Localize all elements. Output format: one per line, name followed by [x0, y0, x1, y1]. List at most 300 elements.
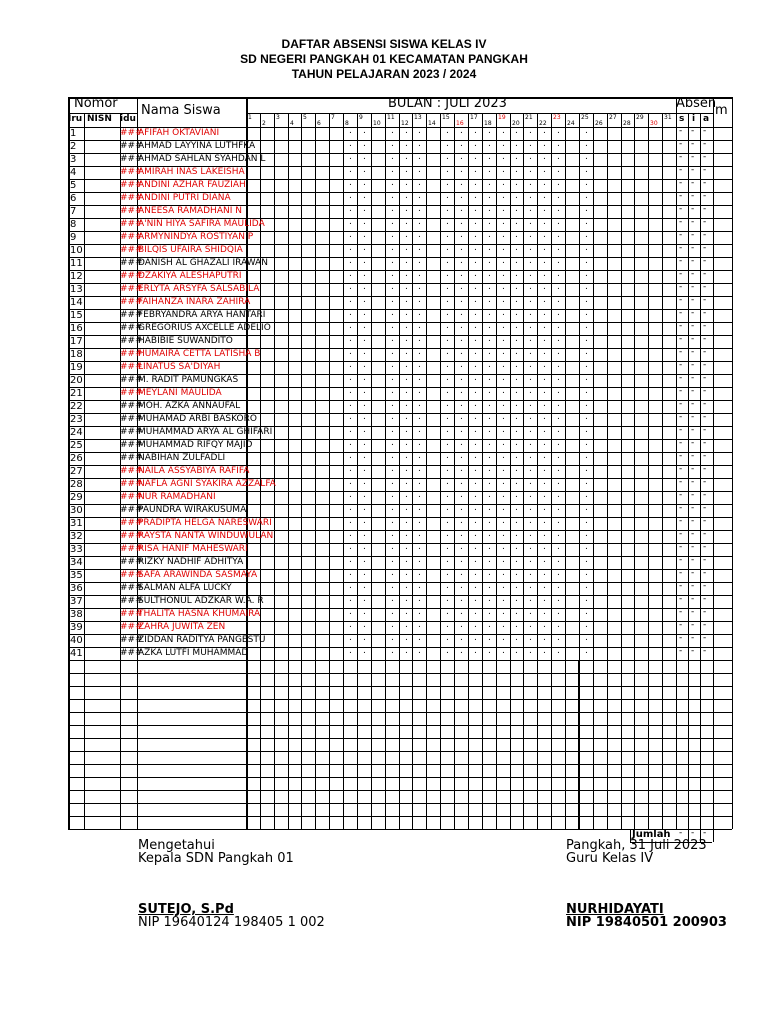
day-mark: .: [529, 204, 532, 214]
day-mark: .: [418, 243, 421, 253]
row-number: 6: [70, 193, 77, 204]
day-mark: .: [474, 620, 477, 630]
day-mark: .: [418, 594, 421, 604]
day-mark: .: [349, 451, 352, 461]
day-mark: .: [502, 308, 505, 318]
day-mark: .: [391, 451, 394, 461]
day-mark: .: [488, 464, 491, 474]
title-line-3: TAHUN PELAJARAN 2023 / 2024: [291, 67, 477, 81]
day-mark: .: [363, 126, 366, 136]
day-mark: .: [391, 334, 394, 344]
day-mark: .: [418, 308, 421, 318]
day-mark: .: [543, 581, 546, 591]
day-mark: .: [529, 451, 532, 461]
day-mark: .: [543, 282, 546, 292]
day-mark: .: [585, 373, 588, 383]
day-mark: .: [474, 243, 477, 253]
col-line-day: [551, 113, 552, 829]
day-mark: .: [474, 503, 477, 513]
day-mark: .: [515, 503, 518, 513]
absen-s-value: -: [679, 542, 683, 552]
day-mark: .: [543, 204, 546, 214]
day-mark: .: [529, 633, 532, 643]
absen-a-value: -: [703, 139, 707, 149]
day-mark: .: [543, 516, 546, 526]
day-mark: .: [515, 269, 518, 279]
absen-s-value: -: [679, 633, 683, 643]
day-mark: .: [585, 399, 588, 409]
row-induk: ###: [120, 401, 143, 411]
day-mark: .: [405, 568, 408, 578]
day-number: 28: [623, 120, 631, 127]
student-name: MUHAMMAD RIFQY MAJID: [138, 440, 253, 450]
row-number: 21: [70, 388, 83, 399]
absen-a-value: -: [703, 646, 707, 656]
day-mark: .: [418, 529, 421, 539]
day-mark: .: [474, 347, 477, 357]
day-mark: .: [529, 568, 532, 578]
day-mark: .: [391, 139, 394, 149]
day-mark: .: [460, 594, 463, 604]
day-mark: .: [557, 282, 560, 292]
day-mark: .: [391, 295, 394, 305]
day-mark: .: [460, 386, 463, 396]
col-line-absen-a: [700, 113, 701, 829]
day-mark: .: [418, 321, 421, 331]
absen-i-value: -: [691, 477, 695, 487]
row-line: [68, 686, 732, 687]
day-mark: .: [585, 633, 588, 643]
absen-i-value: -: [691, 152, 695, 162]
day-mark: .: [349, 334, 352, 344]
day-mark: .: [391, 269, 394, 279]
day-mark: .: [488, 490, 491, 500]
day-mark: .: [349, 308, 352, 318]
row-line: [68, 673, 732, 674]
absen-i-value: -: [691, 620, 695, 630]
day-mark: .: [585, 503, 588, 513]
day-mark: .: [543, 477, 546, 487]
day-mark: .: [557, 620, 560, 630]
day-mark: .: [529, 529, 532, 539]
day-number: 16: [456, 120, 464, 127]
day-mark: .: [557, 178, 560, 188]
day-mark: .: [543, 360, 546, 370]
absen-a-value: -: [703, 321, 707, 331]
absen-a-value: -: [703, 594, 707, 604]
day-mark: .: [585, 360, 588, 370]
row-line: [68, 816, 732, 817]
day-mark: .: [405, 139, 408, 149]
day-mark: .: [502, 178, 505, 188]
col-line-day: [288, 113, 289, 829]
student-name: ANEESA RAMADHANI N: [138, 206, 242, 216]
day-mark: .: [349, 620, 352, 630]
day-mark: .: [418, 516, 421, 526]
row-number: 36: [70, 583, 83, 594]
day-number: 3: [276, 114, 280, 121]
row-induk: ###: [120, 388, 143, 398]
absen-i-value: -: [691, 464, 695, 474]
absen-s-value: -: [679, 282, 683, 292]
day-mark: .: [474, 269, 477, 279]
absen-s-value: -: [679, 230, 683, 240]
day-mark: .: [502, 555, 505, 565]
day-mark: .: [446, 529, 449, 539]
student-name: MEYLANI MAULIDA: [138, 388, 222, 398]
day-mark: .: [529, 217, 532, 227]
day-mark: .: [585, 321, 588, 331]
day-mark: .: [502, 386, 505, 396]
day-mark: .: [405, 555, 408, 565]
absen-s-value: -: [679, 360, 683, 370]
day-mark: .: [446, 126, 449, 136]
row-induk: ###: [120, 492, 143, 502]
day-mark: .: [543, 321, 546, 331]
day-mark: .: [488, 646, 491, 656]
day-mark: .: [543, 555, 546, 565]
day-mark: .: [446, 477, 449, 487]
absen-i-value: -: [691, 178, 695, 188]
day-mark: .: [460, 399, 463, 409]
absen-s-value: -: [679, 334, 683, 344]
day-mark: .: [557, 516, 560, 526]
day-mark: .: [363, 139, 366, 149]
day-mark: .: [363, 490, 366, 500]
day-mark: .: [515, 321, 518, 331]
day-mark: .: [557, 139, 560, 149]
day-mark: .: [405, 321, 408, 331]
day-mark: .: [446, 438, 449, 448]
row-induk: ###: [120, 583, 143, 593]
day-mark: .: [363, 412, 366, 422]
day-mark: .: [405, 425, 408, 435]
day-mark: .: [474, 568, 477, 578]
day-mark: .: [585, 334, 588, 344]
student-name: HABIBIE SUWANDITO: [138, 336, 233, 346]
day-mark: .: [349, 386, 352, 396]
absen-a-value: -: [703, 464, 707, 474]
day-mark: .: [543, 295, 546, 305]
absen-a-value: -: [703, 607, 707, 617]
row-number: 9: [70, 232, 77, 243]
student-name: ERLYTA ARSYFA SALSABILA: [138, 284, 260, 294]
day-number: 25: [581, 114, 589, 121]
absen-s-value: -: [679, 568, 683, 578]
day-mark: .: [391, 347, 394, 357]
day-mark: .: [515, 607, 518, 617]
day-mark: .: [557, 191, 560, 201]
day-mark: .: [474, 464, 477, 474]
day-mark: .: [474, 165, 477, 175]
day-mark: .: [585, 490, 588, 500]
day-mark: .: [488, 126, 491, 136]
day-mark: .: [363, 620, 366, 630]
day-mark: .: [543, 347, 546, 357]
day-mark: .: [543, 178, 546, 188]
day-mark: .: [405, 126, 408, 136]
day-mark: .: [391, 126, 394, 136]
absen-a-value: -: [703, 282, 707, 292]
day-mark: .: [391, 464, 394, 474]
day-mark: .: [446, 555, 449, 565]
day-mark: .: [488, 269, 491, 279]
day-number: 26: [595, 120, 603, 127]
day-mark: .: [557, 633, 560, 643]
absen-a-value: -: [703, 620, 707, 630]
absen-i-value: -: [691, 191, 695, 201]
day-mark: .: [529, 295, 532, 305]
day-mark: .: [529, 256, 532, 266]
day-mark: .: [363, 594, 366, 604]
day-mark: .: [515, 464, 518, 474]
day-mark: .: [557, 386, 560, 396]
day-mark: .: [405, 373, 408, 383]
day-mark: .: [363, 373, 366, 383]
day-mark: .: [460, 542, 463, 552]
student-name: DANISH AL GHAZALI IRAWAN: [138, 258, 268, 268]
row-induk: ###: [120, 154, 143, 164]
day-mark: .: [391, 152, 394, 162]
day-mark: .: [474, 425, 477, 435]
student-name: NAILA ASSYABIYA RAFIFA: [138, 466, 250, 476]
day-mark: .: [557, 581, 560, 591]
day-mark: .: [418, 230, 421, 240]
day-mark: .: [488, 321, 491, 331]
day-mark: .: [446, 412, 449, 422]
student-name: RISA HANIF MAHESWARI: [138, 544, 248, 554]
row-induk: ###: [120, 232, 143, 242]
row-number: 27: [70, 466, 83, 477]
row-number: 34: [70, 557, 83, 568]
day-mark: .: [363, 321, 366, 331]
day-mark: .: [418, 204, 421, 214]
day-mark: .: [474, 204, 477, 214]
day-mark: .: [349, 425, 352, 435]
row-number: 29: [70, 492, 83, 503]
day-mark: .: [405, 295, 408, 305]
student-name: PRADIPTA HELGA NARESWARI: [138, 518, 272, 528]
day-mark: .: [585, 425, 588, 435]
day-mark: .: [349, 399, 352, 409]
day-mark: .: [363, 204, 366, 214]
absen-i-value: -: [691, 555, 695, 565]
absen-s-value: -: [679, 243, 683, 253]
row-number: 37: [70, 596, 83, 607]
row-induk: ###: [120, 271, 143, 281]
col-line-day: [523, 113, 524, 829]
day-mark: .: [405, 412, 408, 422]
day-mark: .: [474, 334, 477, 344]
day-mark: .: [460, 425, 463, 435]
day-mark: .: [543, 399, 546, 409]
jumlah-label: Jumlah: [632, 829, 671, 840]
absen-i-value: -: [691, 412, 695, 422]
day-mark: .: [529, 464, 532, 474]
student-name: ZIDDAN RADITYA PANGESTU: [138, 635, 266, 645]
day-mark: .: [391, 594, 394, 604]
absen-i-value: -: [691, 295, 695, 305]
day-mark: .: [543, 620, 546, 630]
day-mark: .: [405, 399, 408, 409]
row-line: [68, 725, 732, 726]
day-mark: .: [460, 646, 463, 656]
day-mark: .: [502, 152, 505, 162]
day-mark: .: [418, 217, 421, 227]
day-mark: .: [488, 607, 491, 617]
day-mark: .: [349, 126, 352, 136]
row-induk: ###: [120, 596, 143, 606]
day-mark: .: [405, 620, 408, 630]
day-mark: .: [349, 490, 352, 500]
day-mark: .: [391, 308, 394, 318]
row-number: 22: [70, 401, 83, 412]
day-mark: .: [502, 126, 505, 136]
day-mark: .: [446, 373, 449, 383]
day-mark: .: [515, 230, 518, 240]
day-mark: .: [405, 542, 408, 552]
day-mark: .: [446, 139, 449, 149]
day-mark: .: [474, 295, 477, 305]
day-mark: .: [543, 386, 546, 396]
absen-a-value: -: [703, 568, 707, 578]
absen-a-value: -: [703, 503, 707, 513]
day-mark: .: [474, 594, 477, 604]
day-mark: .: [363, 243, 366, 253]
absen-a-value: -: [703, 516, 707, 526]
absen-s-value: -: [679, 464, 683, 474]
day-mark: .: [474, 529, 477, 539]
day-mark: .: [557, 217, 560, 227]
day-mark: .: [488, 256, 491, 266]
day-mark: .: [460, 243, 463, 253]
student-name: BILQIS UFAIRA SHIDQIA: [138, 245, 243, 255]
day-mark: .: [585, 451, 588, 461]
absen-i-value: -: [691, 594, 695, 604]
day-mark: .: [418, 555, 421, 565]
day-mark: .: [502, 191, 505, 201]
absen-s-value: -: [679, 490, 683, 500]
day-mark: .: [585, 412, 588, 422]
row-number: 20: [70, 375, 83, 386]
day-mark: .: [529, 607, 532, 617]
day-mark: .: [391, 360, 394, 370]
day-mark: .: [585, 152, 588, 162]
day-mark: .: [529, 516, 532, 526]
row-induk: ###: [120, 297, 143, 307]
day-mark: .: [418, 620, 421, 630]
title-line-2: SD NEGERI PANGKAH 01 KECAMATAN PANGKAH: [240, 52, 528, 66]
jumlah-s: -: [679, 828, 683, 838]
absen-i-value: -: [691, 165, 695, 175]
student-name: ANDINI AZHAR FAUZIAH: [138, 180, 246, 190]
day-mark: .: [543, 412, 546, 422]
absen-a-value: -: [703, 152, 707, 162]
row-line: [68, 790, 732, 791]
day-mark: .: [557, 373, 560, 383]
student-name: AHMAD LAYYINA LUTHFKA: [138, 141, 256, 151]
day-mark: .: [557, 477, 560, 487]
absen-s-value: -: [679, 126, 683, 136]
absen-a-value: -: [703, 386, 707, 396]
absen-i-value: -: [691, 529, 695, 539]
day-mark: .: [502, 139, 505, 149]
day-mark: .: [391, 204, 394, 214]
day-mark: .: [363, 217, 366, 227]
day-mark: .: [349, 165, 352, 175]
day-mark: .: [488, 230, 491, 240]
day-mark: .: [557, 464, 560, 474]
row-induk: ###: [120, 362, 143, 372]
col-line-day: [579, 113, 580, 829]
row-induk: ###: [120, 453, 143, 463]
day-mark: .: [391, 646, 394, 656]
row-number: 19: [70, 362, 83, 373]
day-mark: .: [405, 165, 408, 175]
teacher-nip: NIP 19840501 200903: [566, 915, 727, 930]
absen-i-value: -: [691, 399, 695, 409]
col-line-day: [385, 113, 386, 829]
day-mark: .: [585, 542, 588, 552]
day-mark: .: [460, 295, 463, 305]
absen-i-value: -: [691, 542, 695, 552]
day-mark: .: [391, 477, 394, 487]
student-name: RAYSTA NANTA WINDUWULAN: [138, 531, 274, 541]
day-mark: .: [391, 516, 394, 526]
day-mark: .: [460, 633, 463, 643]
row-induk: ###: [120, 466, 143, 476]
absen-a-value: -: [703, 347, 707, 357]
day-mark: .: [488, 386, 491, 396]
day-mark: .: [349, 516, 352, 526]
day-mark: .: [405, 217, 408, 227]
day-mark: .: [363, 178, 366, 188]
day-mark: .: [529, 165, 532, 175]
acknowledged-label: Mengetahui: [138, 838, 215, 853]
day-mark: .: [515, 347, 518, 357]
day-mark: .: [418, 399, 421, 409]
day-number: 21: [525, 114, 533, 121]
day-mark: .: [557, 295, 560, 305]
absen-i-value: -: [691, 126, 695, 136]
absen-s-value: -: [679, 516, 683, 526]
row-induk: ###: [120, 141, 143, 151]
day-mark: .: [391, 399, 394, 409]
day-mark: .: [446, 243, 449, 253]
header-induk: idu: [120, 114, 136, 124]
absen-a-value: -: [703, 490, 707, 500]
row-line: [68, 751, 732, 752]
day-mark: .: [418, 282, 421, 292]
day-mark: .: [405, 308, 408, 318]
day-mark: .: [349, 139, 352, 149]
day-mark: .: [488, 347, 491, 357]
day-mark: .: [543, 503, 546, 513]
day-mark: .: [418, 490, 421, 500]
day-mark: .: [474, 412, 477, 422]
absen-s-value: -: [679, 438, 683, 448]
header-nisn: NISN: [87, 114, 112, 124]
row-number: 26: [70, 453, 83, 464]
day-mark: .: [418, 503, 421, 513]
day-mark: .: [529, 282, 532, 292]
absen-i-value: -: [691, 269, 695, 279]
absen-i-value: -: [691, 243, 695, 253]
day-number: 7: [331, 114, 335, 121]
absen-s-value: -: [679, 178, 683, 188]
day-mark: .: [585, 594, 588, 604]
day-mark: .: [391, 568, 394, 578]
